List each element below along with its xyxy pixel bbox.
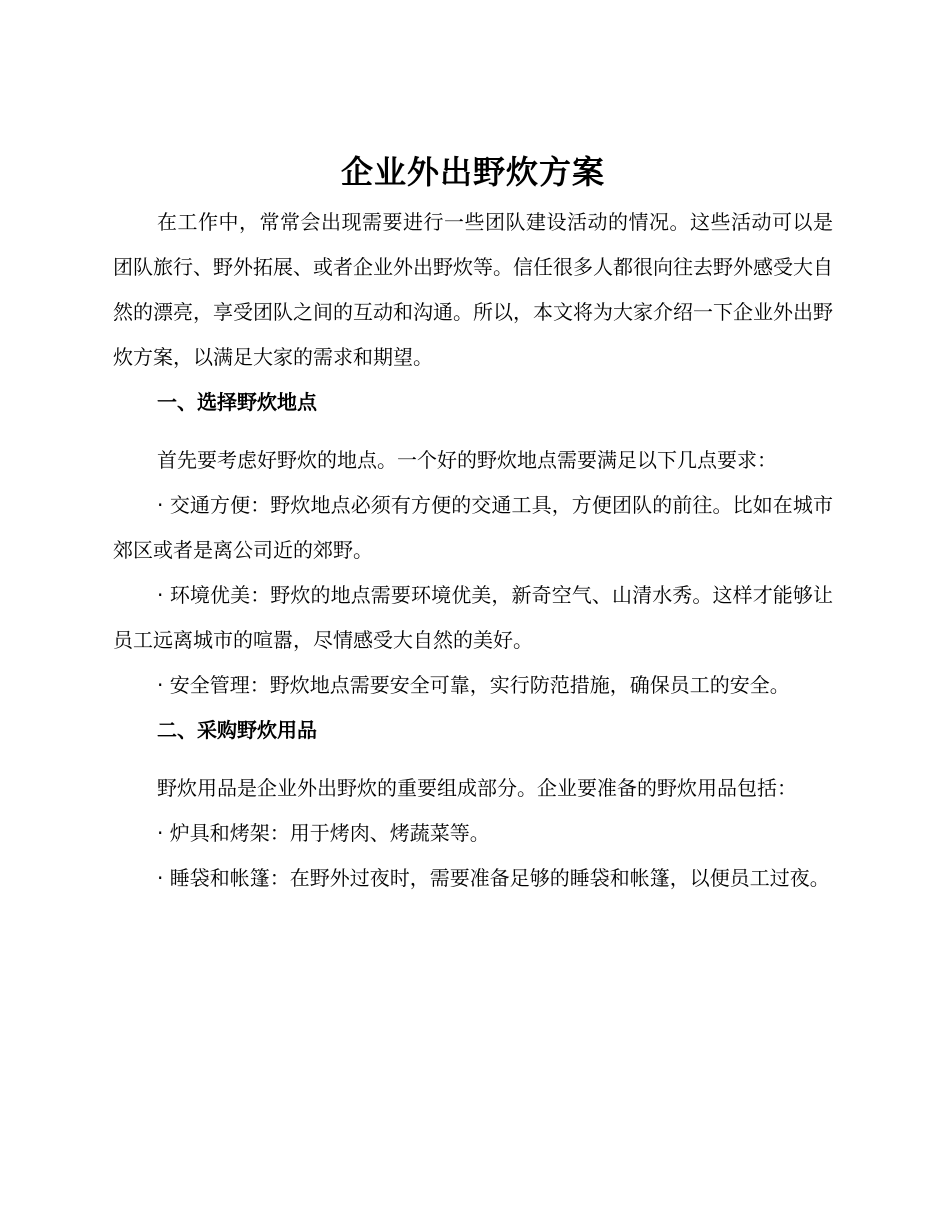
section-lead: 野炊用品是企业外出野炊的重要组成部分。企业要准备的野炊用品包括： [157, 776, 797, 800]
document-title: 企业外出野炊方案 [340, 153, 605, 191]
section-lead: 首先要考虑好野炊的地点。一个好的野炊地点需要满足以下几点要求： [157, 448, 777, 472]
section-heading: 二、采购野炊用品 [157, 718, 317, 742]
bullet-item: · 睡袋和帐篷：在野外过夜时，需要准备足够的睡袋和帐篷，以便员工过夜。 [157, 866, 830, 890]
section-1 [113, 380, 833, 708]
bullet-item: · 环境优美：野炊的地点需要环境优美，新奇空气、山清水秀。这样才能够让员工远离城市的喧嚣，尽情感受大自然的美好。 [113, 583, 833, 652]
intro-paragraph: 在工作中，常常会出现需要进行一些团队建设活动的情况。这些活动可以是团队旅行、野外拓展、或者企业外出野炊等。信任很多人都很向往去野外感受大自然的漂亮，享受团队之间的互动和沟通。所以，本文将为大家介绍一下企业外出野炊方案，以满足大家的需求和期望。 [113, 210, 833, 369]
document-page [113, 150, 833, 901]
bullet-item: · 交通方便：野炊地点必须有方便的交通工具，方便团队的前往。比如在城市郊区或者是离公司近的郊野。 [113, 493, 833, 562]
bullet-item: · 安全管理：野炊地点需要安全可靠，实行防范措施，确保员工的安全。 [157, 673, 790, 697]
section-heading: 一、选择野炊地点 [157, 390, 317, 414]
bullet-item: · 炉具和烤架：用于烤肉、烤蔬菜等。 [157, 821, 490, 845]
section-2 [113, 708, 833, 901]
